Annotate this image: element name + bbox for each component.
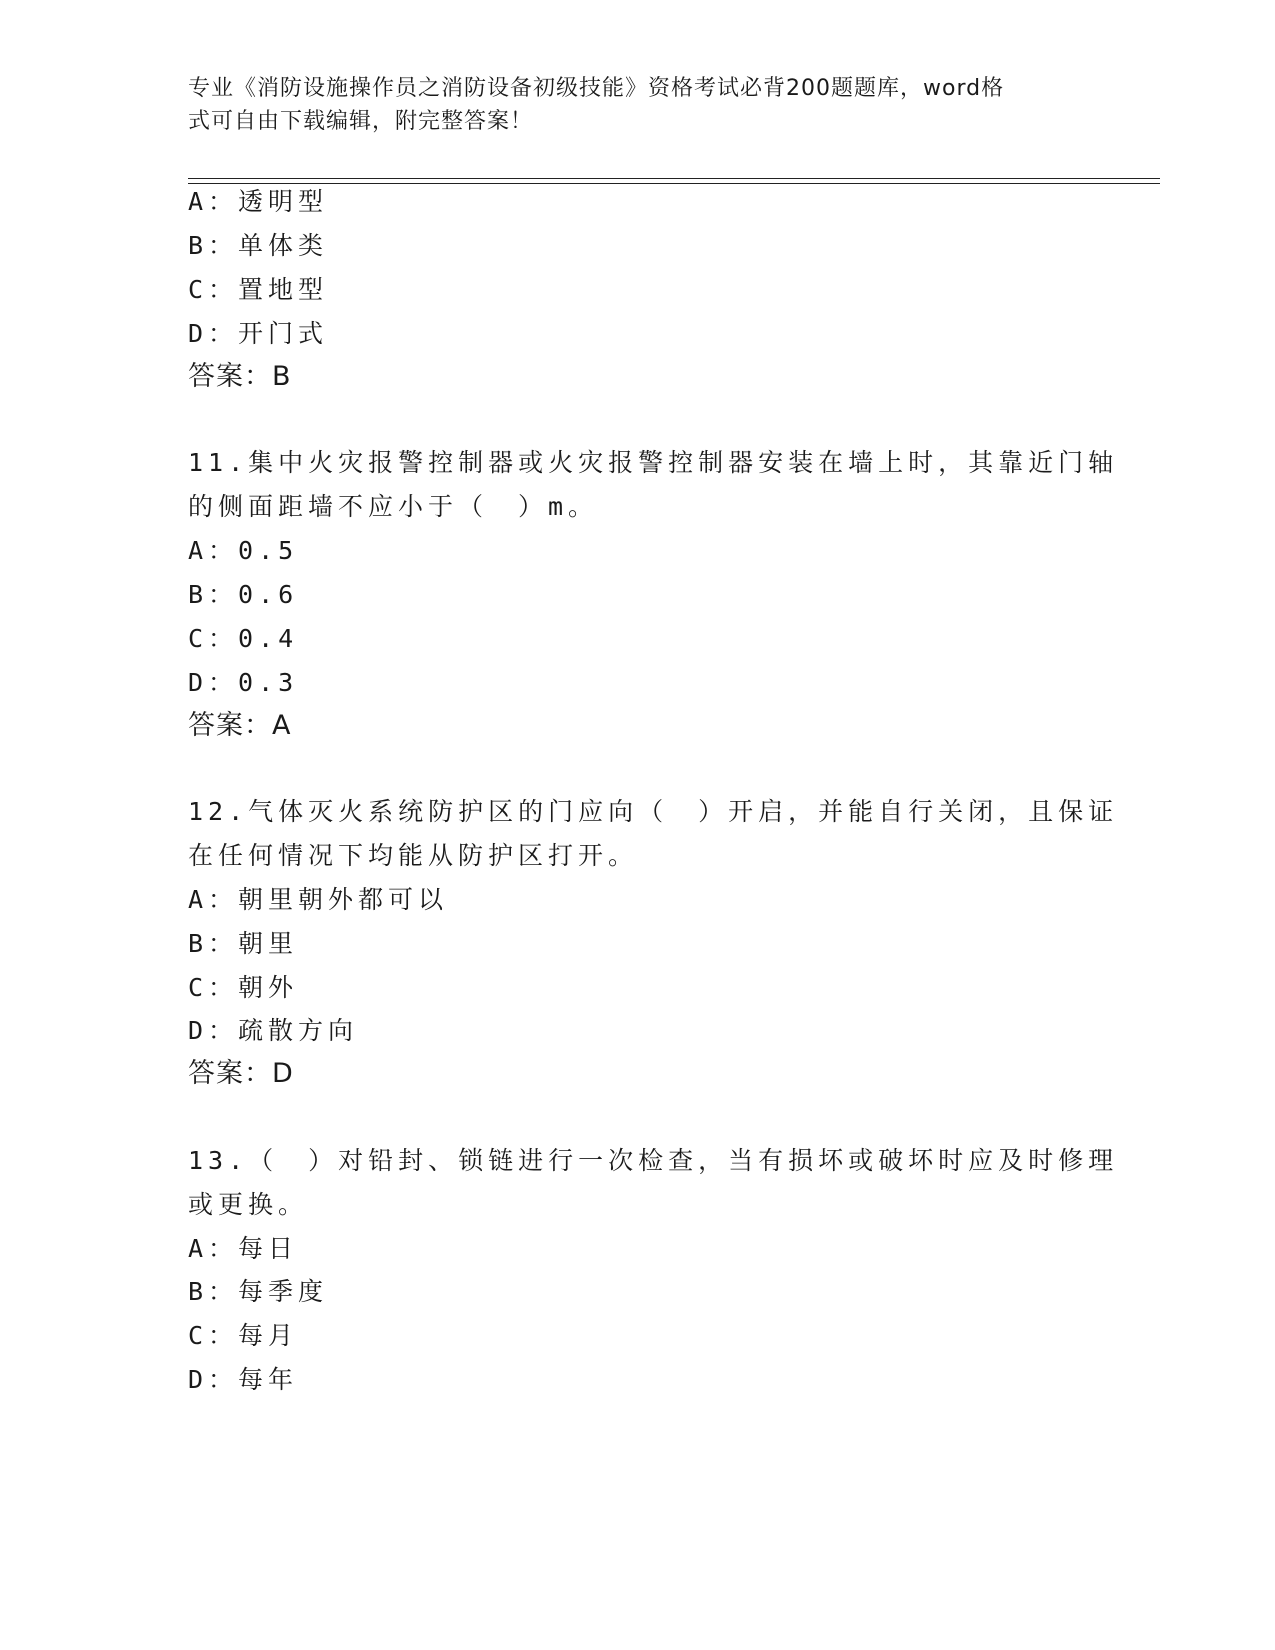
q13-stem-line-1: 13.（ ）对铅封、锁链进行一次检查，当有损坏或破坏时应及时修理 (188, 1146, 1119, 1175)
document-header (188, 72, 1078, 138)
prev-option-d: D：开门式 (188, 319, 329, 348)
q12-stem-line-1: 12.气体灭火系统防护区的门应向（ ）开启，并能自行关闭，且保证 (188, 797, 1119, 826)
prev-option-c: C：置地型 (188, 275, 329, 304)
q11-stem-line-1: 11.集中火灾报警控制器或火灾报警控制器安装在墙上时，其靠近门轴 (188, 448, 1119, 477)
q12-option-d: D：疏散方向 (188, 1016, 359, 1045)
q13-stem-line-2: 或更换。 (188, 1190, 309, 1219)
q13-option-a: A：每日 (188, 1234, 299, 1263)
q11-option-c: C：0.4 (188, 624, 299, 653)
header-line-1: 专业《消防设施操作员之消防设备初级技能》资格考试必背200题题库，word格 (188, 76, 1005, 101)
prev-option-a: A：透明型 (188, 187, 329, 216)
q11-stem-line-2: 的侧面距墙不应小于（ ）m。 (188, 492, 599, 521)
prev-answer: 答案：B (188, 361, 292, 392)
q11-answer: 答案：A (188, 710, 292, 741)
q12-answer: 答案：D (188, 1058, 294, 1089)
q12-option-b: B：朝里 (188, 929, 299, 958)
q13-option-d: D：每年 (188, 1365, 299, 1394)
q11-option-a: A：0.5 (188, 536, 299, 565)
q12-option-a: A：朝里朝外都可以 (188, 885, 449, 914)
header-line-2: 式可自由下载编辑，附完整答案！ (188, 109, 534, 134)
q12-option-c: C：朝外 (188, 973, 299, 1002)
q11-option-b: B：0.6 (188, 580, 299, 609)
header-divider-bottom (188, 183, 1160, 184)
header-divider-top (188, 178, 1160, 179)
q11-option-d: D：0.3 (188, 668, 299, 697)
prev-option-b: B：单体类 (188, 231, 329, 260)
q13-option-c: C：每月 (188, 1321, 299, 1350)
q13-option-b: B：每季度 (188, 1277, 329, 1306)
q12-stem-line-2: 在任何情况下均能从防护区打开。 (188, 841, 639, 870)
